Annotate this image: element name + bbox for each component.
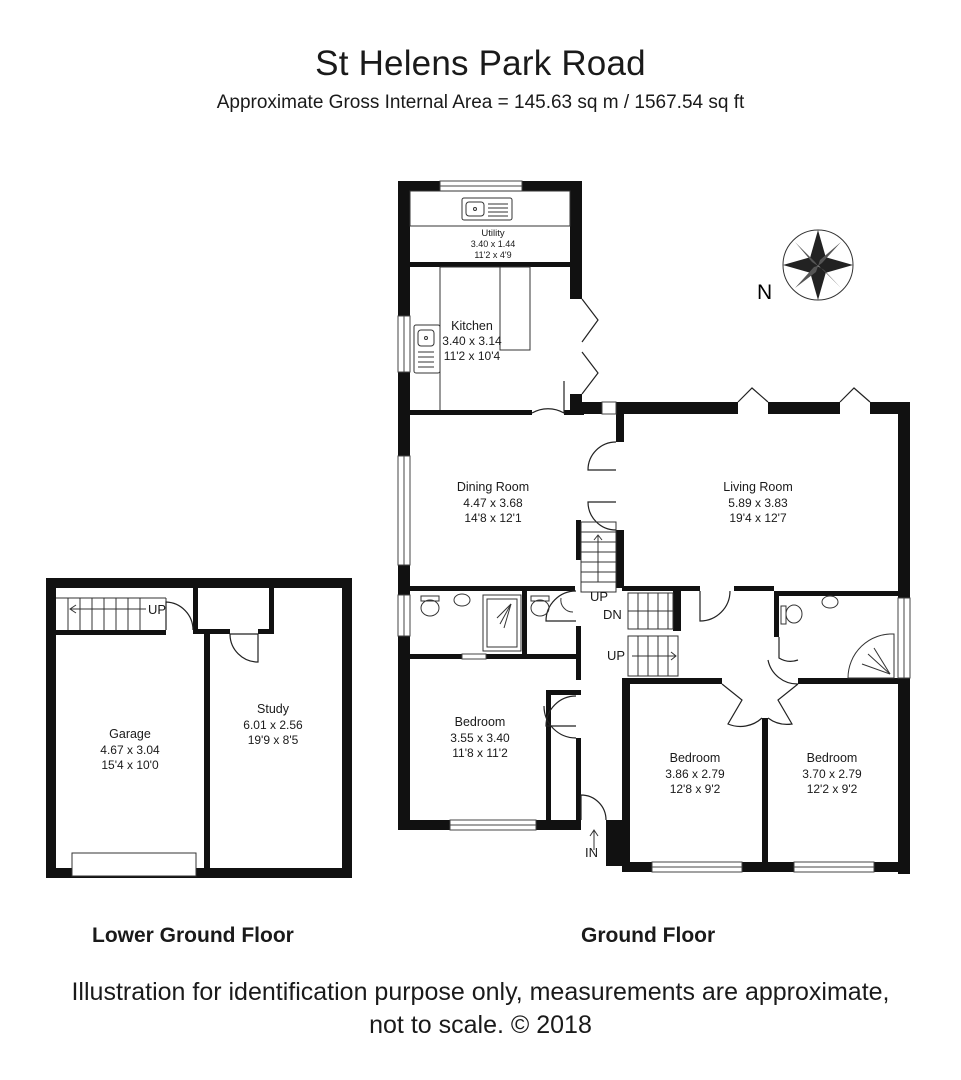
bedroom1-name: Bedroom (454, 715, 506, 729)
disclaimer (0, 976, 961, 1042)
living-imperial: 19'4 x 12'7 (729, 511, 787, 525)
garage-metric: 4.67 x 3.04 (100, 743, 160, 757)
bedroom3-name: Bedroom (806, 751, 858, 765)
garage-name: Garage (109, 727, 151, 741)
disclaimer-line-2: not to scale. © 2018 (369, 1011, 592, 1039)
living-metric: 5.89 x 3.83 (728, 496, 788, 510)
ground-up2-label: UP (607, 648, 626, 663)
plan-title: St Helens Park Road (315, 44, 646, 83)
bedroom3-imperial: 12'2 x 9'2 (806, 782, 858, 796)
study-name: Study (257, 702, 289, 716)
utility-imperial: 11'2 x 4'9 (474, 250, 512, 260)
utility-metric: 3.40 x 1.44 (470, 239, 516, 249)
dining-metric: 4.47 x 3.68 (463, 496, 523, 510)
garage-imperial: 15'4 x 10'0 (101, 758, 159, 772)
ground-floor-doors (532, 299, 870, 820)
study-metric: 6.01 x 2.56 (243, 718, 303, 732)
disclaimer-line-1: Illustration for identification purpose only, measurements are approximate, (71, 978, 890, 1006)
entrance-label: IN (585, 845, 598, 860)
bedroom1-metric: 3.55 x 3.40 (450, 731, 510, 745)
living-name: Living Room (723, 480, 793, 494)
dining-name: Dining Room (456, 480, 530, 494)
kitchen-fittings (410, 191, 570, 410)
kitchen-imperial: 11'2 x 10'4 (443, 349, 501, 363)
garage-door (72, 853, 196, 876)
study-imperial: 19'9 x 8'5 (247, 733, 299, 747)
lower-ground-floor-label: Lower Ground Floor (92, 924, 294, 947)
room-labels (100, 228, 862, 796)
utility-name: Utility (481, 228, 505, 239)
bedroom3-metric: 3.70 x 2.79 (802, 767, 862, 781)
compass-rose (783, 230, 853, 300)
ground-dn-label: DN (603, 607, 622, 622)
ground-up-label: UP (590, 589, 609, 604)
ground-floor-label: Ground Floor (581, 924, 716, 947)
kitchen-metric: 3.40 x 3.14 (442, 334, 502, 348)
kitchen-name: Kitchen (451, 319, 493, 333)
bedroom2-imperial: 12'8 x 9'2 (669, 782, 721, 796)
dining-imperial: 14'8 x 12'1 (464, 511, 522, 525)
bedroom1-imperial: 11'8 x 11'2 (452, 746, 508, 760)
lower-up-label: UP (148, 602, 167, 617)
bedroom2-name: Bedroom (669, 751, 721, 765)
bedroom2-metric: 3.86 x 2.79 (665, 767, 725, 781)
gross-area: Approximate Gross Internal Area = 145.63 sq m / 1567.54 sq ft (216, 92, 745, 113)
compass-north-label: N (757, 281, 773, 304)
